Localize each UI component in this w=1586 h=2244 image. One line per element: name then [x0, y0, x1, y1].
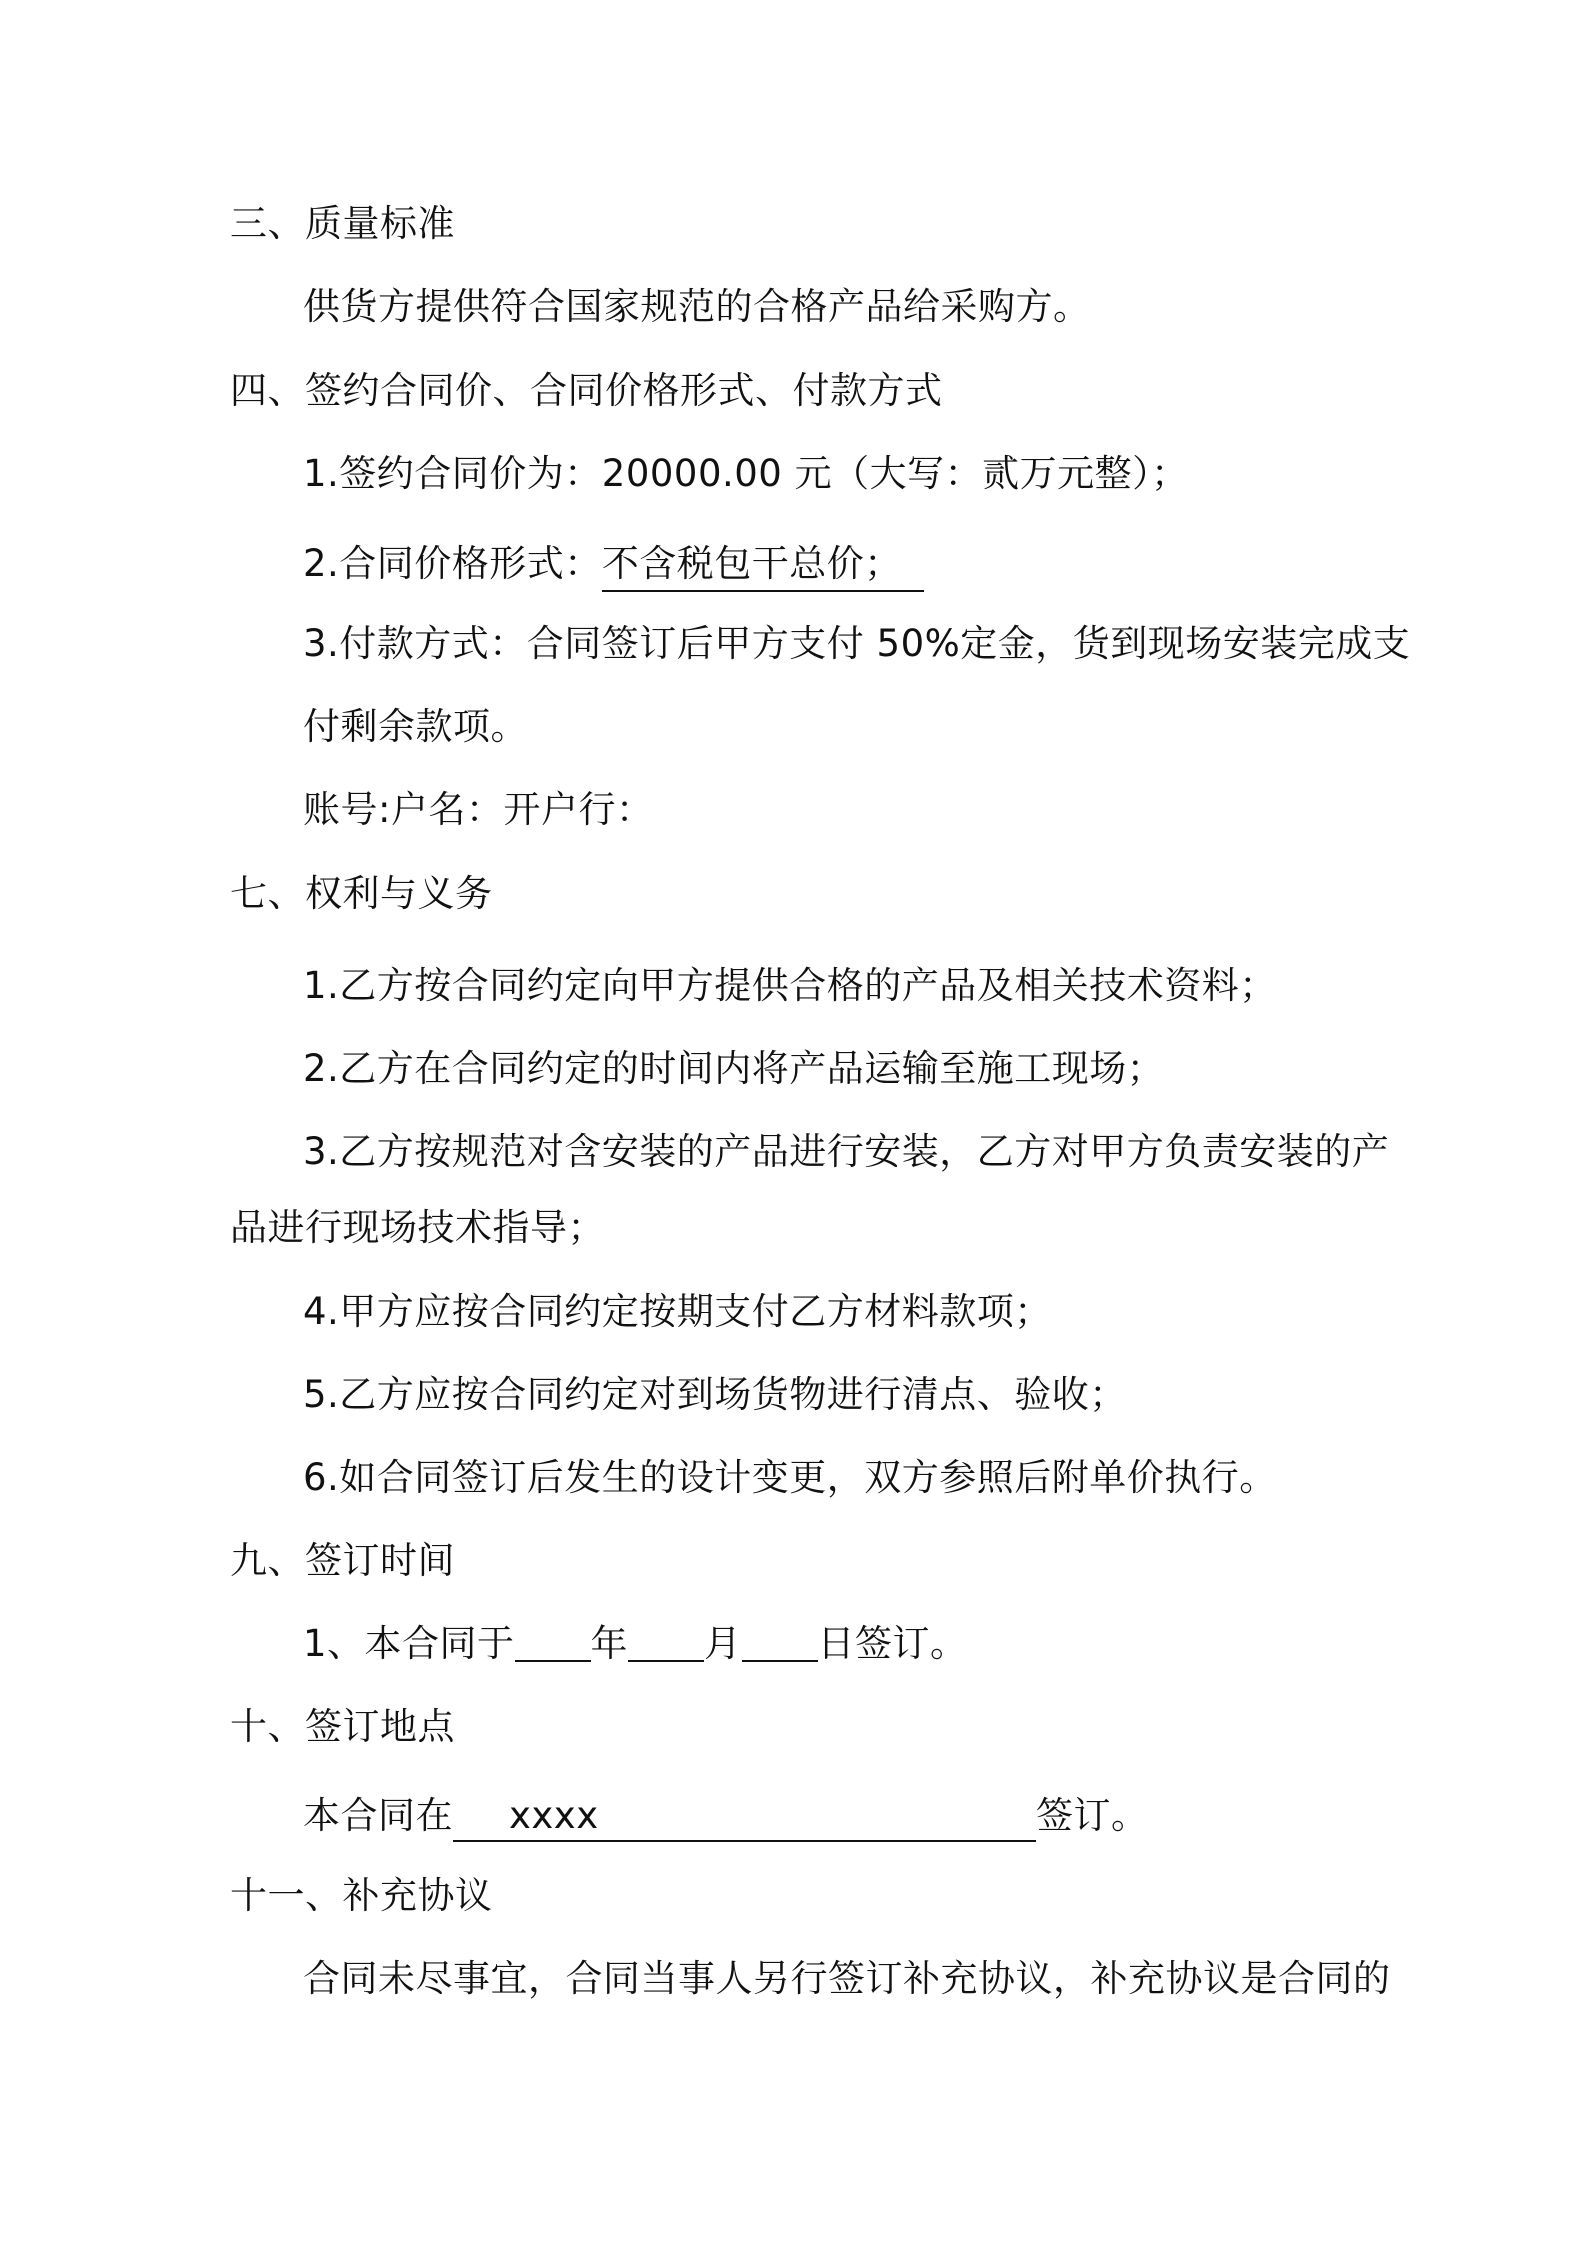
signing-year-label: 年: [590, 1622, 629, 1665]
section-heading-supplementary-agreement: 十一、补充协议: [230, 1874, 493, 1917]
signing-time-line: [303, 1620, 968, 1668]
obligation-item-5: 5.乙方应按合同约定对到场货物进行清点、验收；: [303, 1373, 1127, 1416]
signing-day-suffix: 日签订。: [817, 1622, 968, 1665]
obligation-item-6: 6.如合同签订后发生的设计变更，双方参照后附单价执行。: [303, 1456, 1277, 1499]
signing-day-blank: [742, 1620, 818, 1662]
section-heading-quality-standard: 三、质量标准: [230, 202, 455, 245]
signing-place-value: xxxx: [453, 1792, 1036, 1842]
obligation-item-1: 1.乙方按合同约定向甲方提供合格的产品及相关技术资料；: [303, 964, 1277, 1007]
signing-place-line: [303, 1792, 1149, 1842]
quality-standard-text: 供货方提供符合国家规范的合格产品给采购方。: [303, 285, 1091, 328]
obligation-item-3-line2: 品进行现场技术指导；: [230, 1206, 605, 1249]
payment-method-line1: 3.付款方式：合同签订后甲方支付 50%定金，货到现场安装完成支: [303, 622, 1411, 665]
supplementary-agreement-text: 合同未尽事宜，合同当事人另行签订补充协议，补充协议是合同的: [303, 1957, 1391, 2000]
signing-month-label: 月: [704, 1622, 742, 1665]
contract-price-form-label: 2.合同价格形式：: [303, 542, 602, 585]
signing-time-prefix: 1、本合同于: [303, 1622, 515, 1665]
contract-price-form: [303, 540, 924, 592]
payment-method-line2: 付剩余款项。: [303, 705, 528, 748]
signing-year-blank: [515, 1620, 591, 1662]
signing-place-prefix: 本合同在: [303, 1794, 453, 1837]
section-heading-signing-time: 九、签订时间: [230, 1539, 455, 1582]
signing-month-blank: [628, 1620, 704, 1662]
contract-price-amount: 1.签约合同价为：20000.00 元（大写：贰万元整）；: [303, 452, 1189, 495]
obligation-item-2: 2.乙方在合同约定的时间内将产品运输至施工现场；: [303, 1047, 1165, 1090]
obligation-item-3-line1: 3.乙方按规范对含安装的产品进行安装，乙方对甲方负责安装的产: [303, 1130, 1390, 1173]
section-heading-signing-place: 十、签订地点: [230, 1705, 455, 1748]
section-heading-contract-price: 四、签约合同价、合同价格形式、付款方式: [230, 369, 943, 412]
obligation-item-4: 4.甲方应按合同约定按期支付乙方材料款项；: [303, 1290, 1052, 1333]
contract-price-form-value: 不含税包干总价；: [602, 540, 924, 592]
section-heading-rights-obligations: 七、权利与义务: [230, 872, 493, 915]
account-info: 账号:户名：开户行：: [303, 788, 654, 831]
signing-place-suffix: 签订。: [1036, 1794, 1149, 1837]
